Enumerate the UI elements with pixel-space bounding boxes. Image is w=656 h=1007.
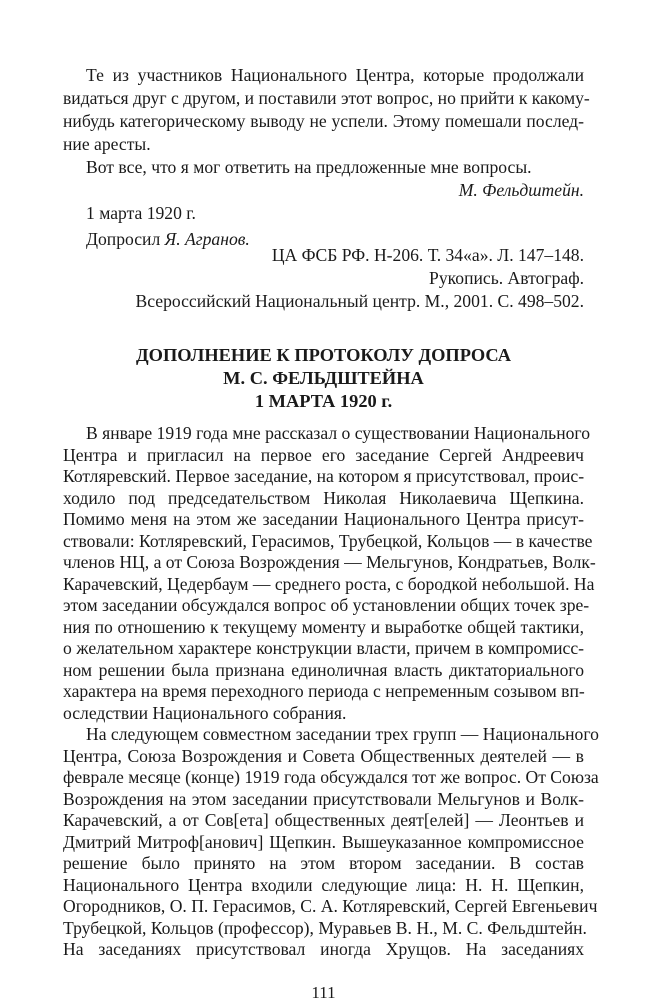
body-line: Центра, Союза Возрождения и Совета Общественных деятелей — в bbox=[63, 745, 584, 766]
body-line: ния по отношению к текущему моменту и выработке общей тактики, bbox=[63, 616, 584, 637]
body-line: Дмитрий Митроф[анович] Щепкин. Вышеуказанное компромиссное bbox=[63, 831, 584, 852]
source-archive: ЦА ФСБ РФ. Н-206. Т. 34«а». Л. 147–148. bbox=[271, 245, 584, 265]
body-line: оследствии Национального собрания. bbox=[63, 702, 347, 723]
body-line: Карачевский, а от Сов[ета] общественных деят[елей] — Леонтьев и bbox=[63, 810, 584, 830]
intro-line-2: видаться друг с другом, и поставили этот вопрос, но прийти к какому- bbox=[63, 88, 590, 108]
heading-line-3: 1 МАРТА 1920 г. bbox=[254, 391, 393, 411]
body-line: Национального Центра входили следующие лица: Н. Н. Щепкин, bbox=[63, 874, 584, 895]
interrogator-name: Я. Агранов. bbox=[164, 229, 250, 249]
body-line: членов НЦ, а от Союза Возрождения — Мельгунов, Кондратьев, Волк- bbox=[63, 552, 596, 572]
body-line: этом заседании обсуждался вопрос об установлении общих точек зре- bbox=[63, 595, 590, 615]
body-line: ствовали: Котляревский, Герасимов, Трубецкой, Кольцов — в качестве bbox=[63, 530, 593, 551]
body-line: решение было принято на этом втором заседании. В состав bbox=[63, 853, 584, 873]
body-line: Возрождения на этом заседании присутствовали Мельгунов и Волк- bbox=[63, 788, 584, 809]
heading-line-1: ДОПОЛНЕНИЕ К ПРОТОКОЛУ ДОПРОСА bbox=[135, 345, 512, 365]
intro-line-1: Те из участников Национального Центра, которые продолжали bbox=[86, 65, 584, 85]
body-line: Центра и пригласил на первое его заседание Сергей Андреевич bbox=[63, 444, 584, 465]
body-line: Котляревский. Первое заседание, на котором я присутствовал, проис- bbox=[63, 466, 585, 486]
body-line: характера на время переходного периода с непременным созывом вп- bbox=[63, 681, 585, 701]
body-line: Помимо меня на этом же заседании Национального Центра присут- bbox=[63, 509, 584, 529]
body-line: ходило под председательством Николая Николаевича Щепкина. bbox=[63, 487, 584, 508]
body-line: о желательном характере конструкции власти, причем в компромисс- bbox=[63, 638, 584, 658]
body-line: Карачевский, Цедербаум — среднего роста, с бородкой небольшой. На bbox=[63, 573, 595, 594]
body-line: ном решении была признана единоличная власть диктаториального bbox=[63, 659, 584, 680]
body-line: В январе 1919 года мне рассказал о существовании Национального bbox=[86, 423, 590, 443]
body-line: На заседаниях присутствовал иногда Хрущов. На заседаниях bbox=[63, 939, 584, 959]
body-line: Огородников, О. П. Герасимов, С. А. Котляревский, Сергей Евгеньевич bbox=[63, 896, 598, 916]
intro-line-4: ние аресты. bbox=[63, 134, 151, 154]
signature: М. Фельдштейн. bbox=[458, 180, 584, 200]
body-line: феврале месяце (конце) 1919 года обсуждался тот же вопрос. От Союза bbox=[63, 767, 599, 787]
page-number: 111 bbox=[311, 983, 336, 1002]
intro-line-5: Вот все, что я мог ответить на предложенные мне вопросы. bbox=[86, 157, 532, 177]
source-manuscript: Рукопись. Автограф. bbox=[429, 268, 584, 288]
intro-line-3: нибудь категорическому выводу не успели. Этому помешали послед- bbox=[63, 111, 584, 131]
body-line: Трубецкой, Кольцов (профессор), Муравьев В. Н., М. С. Фельдштейн. bbox=[63, 917, 587, 938]
heading-line-2: М. С. ФЕЛЬДШТЕЙНА bbox=[223, 368, 424, 388]
interrogated-prefix: Допросил bbox=[86, 229, 165, 249]
body-line: На следующем совместном заседании трех групп — Национального bbox=[86, 724, 599, 744]
source-publication: Всероссийский Национальный центр. М., 2001. С. 498–502. bbox=[135, 291, 584, 311]
document-date: 1 марта 1920 г. bbox=[86, 203, 196, 223]
